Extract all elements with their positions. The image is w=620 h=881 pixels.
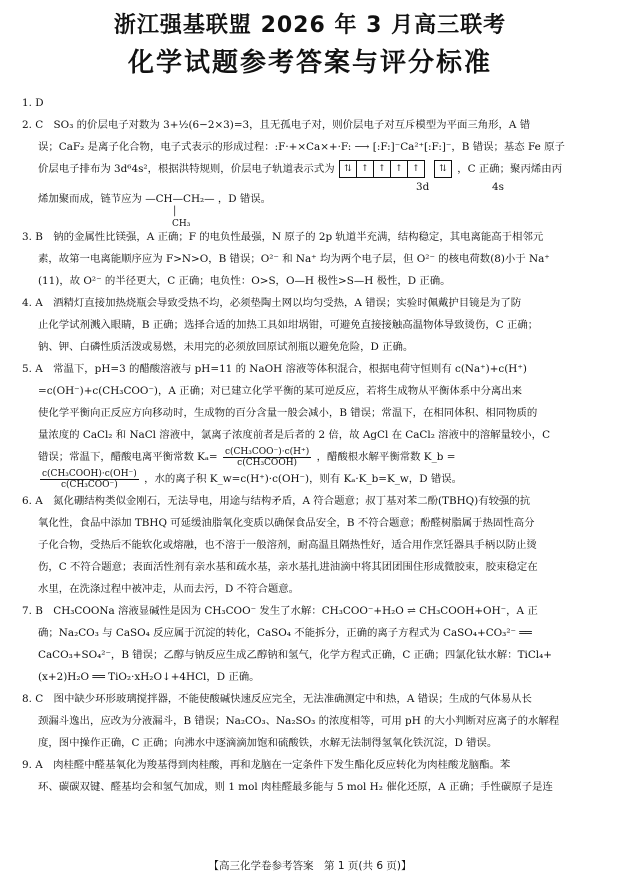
orbital-box-3d-4: ↑	[390, 160, 408, 178]
answer-8-line1: 8. C 图中缺少环形玻璃搅拌器，不能使酸碱快速反应完全，无法准确测定中和热，A 错误；生成的气体易从长	[22, 693, 532, 705]
kb-fraction: $\frac{\text{c(CH₃COOH)·c(OH⁻)}}{\text{c(CH₃COO⁻)}}$	[42, 468, 137, 490]
orbital-box-3d-5: ↑	[407, 160, 425, 178]
orbital-box-3d-1: ⇅	[339, 160, 357, 178]
answer-4-line1: 4. A 酒精灯直接加热烧瓶会导致受热不均，必须垫陶土网以均匀受热，A 错误；实验时佩戴护目镜是为了防	[22, 297, 522, 309]
orbital-diagram	[340, 160, 452, 178]
answer-6-line1: 6. A 氮化硼结构类似金刚石，无法导电，用途与结构矛盾，A 符合题意；叔丁基对苯二酚(TBHQ)有较强的抗	[22, 495, 531, 507]
orbital-box-4s: ⇅	[434, 160, 452, 178]
answer-2-line3-tail: ，C 正确；聚丙烯由丙	[457, 163, 563, 175]
answer-5-line6: $\frac{\text{c(CH₃COOH)·c(OH⁻)}}{\text{c(CH₃COO⁻)}}$ ，水的离子积 K_w=c(H⁺)·c(OH⁻)，则有 Kₐ·K_b=K_w，D 错误。	[42, 468, 463, 490]
answer-9-line1: 9. A 肉桂醛中醛基氧化为羧基得到肉桂酸，再和龙脑在一定条件下发生酯化反应转化为肉桂酸龙脑酯。苯	[22, 759, 511, 771]
answer-3-line2: 素，故第一电离能顺序应为 F>N>O，B 错误；O²⁻ 和 Na⁺ 均为两个电子层，但 O²⁻ 的核电荷数(8)小于 Na⁺	[38, 253, 550, 265]
answer-4-line2: 止化学试剂溅入眼睛，B 正确；选择合适的加热工具如坩埚钳，可避免直接接触高温物体导致烫伤，C 正确；	[38, 319, 539, 331]
page-footer: 【高三化学卷参考答案 第 1 页(共 6 页)】	[208, 860, 412, 872]
answer-2-line3-text: 价层电子排布为 3d⁶4s²，根据洪特规则，价层电子轨道表示式为	[38, 163, 335, 175]
answer-9-line2: 环、碳碳双键、醛基均会和氢气加成，则 1 mol 肉桂醛最多能与 5 mol H₂ 催化还原，A 正确；手性碳原子是连	[38, 781, 553, 793]
answer-2-line4-text: 烯加聚而成，链节应为 —CH—CH₂— ，D 错误。	[38, 193, 272, 205]
answer-1: 1. D	[22, 97, 44, 109]
answer-7-line4: (x+2)H₂O ══ TiO₂·xH₂O↓+4HCl，D 正确。	[38, 671, 260, 683]
answer-2-line3	[22, 158, 600, 193]
orbital-label-3d: 3d	[416, 181, 430, 193]
answer-8-line3: 度，图中操作正确，C 正确；向沸水中逐滴滴加饱和硫酸铁，水解无法制得氢氧化铁沉淀，D 错误。	[38, 737, 498, 749]
answer-7-line1: 7. B CH₃COONa 溶液显碱性是因为 CH₃COO⁻ 发生了水解：CH₃COO⁻+H₂O ⇌ CH₃COOH+OH⁻，A 正	[22, 605, 538, 617]
answer-8-line2: 颈漏斗逸出，应改为分液漏斗，B 错误；Na₂CO₃、Na₂SO₃ 的浓度相等，可用 pH 的大小判断对应离子的水解程	[38, 715, 560, 727]
answer-2-line1: 2. C SO₃ 的价层电子对数为 3+½(6−2×3)=3，且无孤电子对，则价层电子对互斥模型为平面三角形，A 错	[22, 119, 531, 131]
answer-6-line3: 子化合物，受热后不能软化或熔融，也不溶于一般溶剂，耐高温且隔热性好，适合用作烹饪器具手柄以防止烫	[38, 539, 537, 551]
page-subtitle: 化学试题参考答案与评分标准	[127, 48, 492, 78]
page-title: 浙江强基联盟 2026 年 3 月高三联考	[113, 13, 507, 38]
answer-3-line1: 3. B 钠的金属性比镁强，A 正确；F 的电负性最强，N 原子的 2p 轨道半充满，结构稳定，其电离能高于相邻元	[22, 231, 544, 243]
ch3-group: │ CH₃	[172, 207, 191, 229]
answer-4-line3: 钠、钾、白磷性质活泼或易燃，未用完的必须放回原试剂瓶以避免危险，D 正确。	[38, 341, 414, 353]
answer-6-line4: 伤，C 不符合题意；表面活性剂有亲水基和疏水基，亲水基扎进油滴中将其团团围住形成微胶束，胶束稳定在	[38, 561, 538, 573]
answer-6-line2: 氧化性，食品中添加 TBHQ 可延缓油脂氧化变质以确保食品安全，B 不符合题意；酚醛树脂属于热固性高分	[38, 517, 535, 529]
answer-5-line5: 错误；常温下，醋酸电离平衡常数 Kₐ= $\frac{\text{c(CH₃COO⁻)·c(H⁺)}}{\text{c(CH₃COOH)}}$ ，醋酸根水解平衡常数 K_b =	[38, 446, 456, 468]
answer-5-line3: 使化学平衡向正反应方向移动时，生成物的百分含量一般会减小，B 错误；常温下，在相同体积、相同物质的	[38, 407, 538, 419]
answer-5-line1: 5. A 常温下，pH=3 的醋酸溶液与 pH=11 的 NaOH 溶液等体积混合，根据电荷守恒则有 c(Na⁺)+c(H⁺)	[22, 363, 527, 375]
answer-5-line2: =c(OH⁻)+c(CH₃COO⁻)，A 正确；对已建立化学平衡的某可逆反应，若将生成物从平衡体系中分离出来	[38, 385, 523, 397]
answer-5-line4: 量浓度的 CaCl₂ 和 NaCl 溶液中，氯离子浓度前者是后者的 2 倍，故 AgCl 在 CaCl₂ 溶液中的溶解量较小，C	[38, 429, 551, 441]
answer-6-line5: 水里，在洗涤过程中被冲走，从而去污，D 不符合题意。	[38, 583, 300, 595]
answer-content	[22, 92, 600, 798]
orbital-box-3d-3: ↑	[373, 160, 391, 178]
orbital-box-3d-2: ↑	[356, 160, 374, 178]
ka-fraction: $\frac{\text{c(CH₃COO⁻)·c(H⁺)}}{\text{c(CH₃COOH)}}$	[224, 446, 310, 468]
answer-7-line2: 确；Na₂CO₃ 与 CaSO₄ 反应属于沉淀的转化，CaSO₄ 不能拆分，正确的离子方程式为 CaSO₄+CO₃²⁻ ══	[38, 627, 532, 639]
answer-2-line2: 误；CaF₂ 是离子化合物，电子式表示的形成过程：:F·+×Ca×+·F: ⟶ [:F:]⁻Ca²⁺[:F:]⁻，B 错误；基态 Fe 原子	[38, 141, 565, 153]
answer-3-line3: (11)，故 O²⁻ 的半径更大，C 正确；电负性：O>S，O—H 极性>S—H 极性，D 正确。	[38, 275, 451, 287]
answer-7-line3: CaCO₃+SO₄²⁻，B 错误；乙醇与钠反应生成乙醇钠和氢气，化学方程式正确，C 正确；四氯化钛水解：TiCl₄+	[38, 649, 552, 661]
orbital-label-4s: 4s	[492, 181, 504, 193]
answer-2-line4	[22, 188, 600, 229]
